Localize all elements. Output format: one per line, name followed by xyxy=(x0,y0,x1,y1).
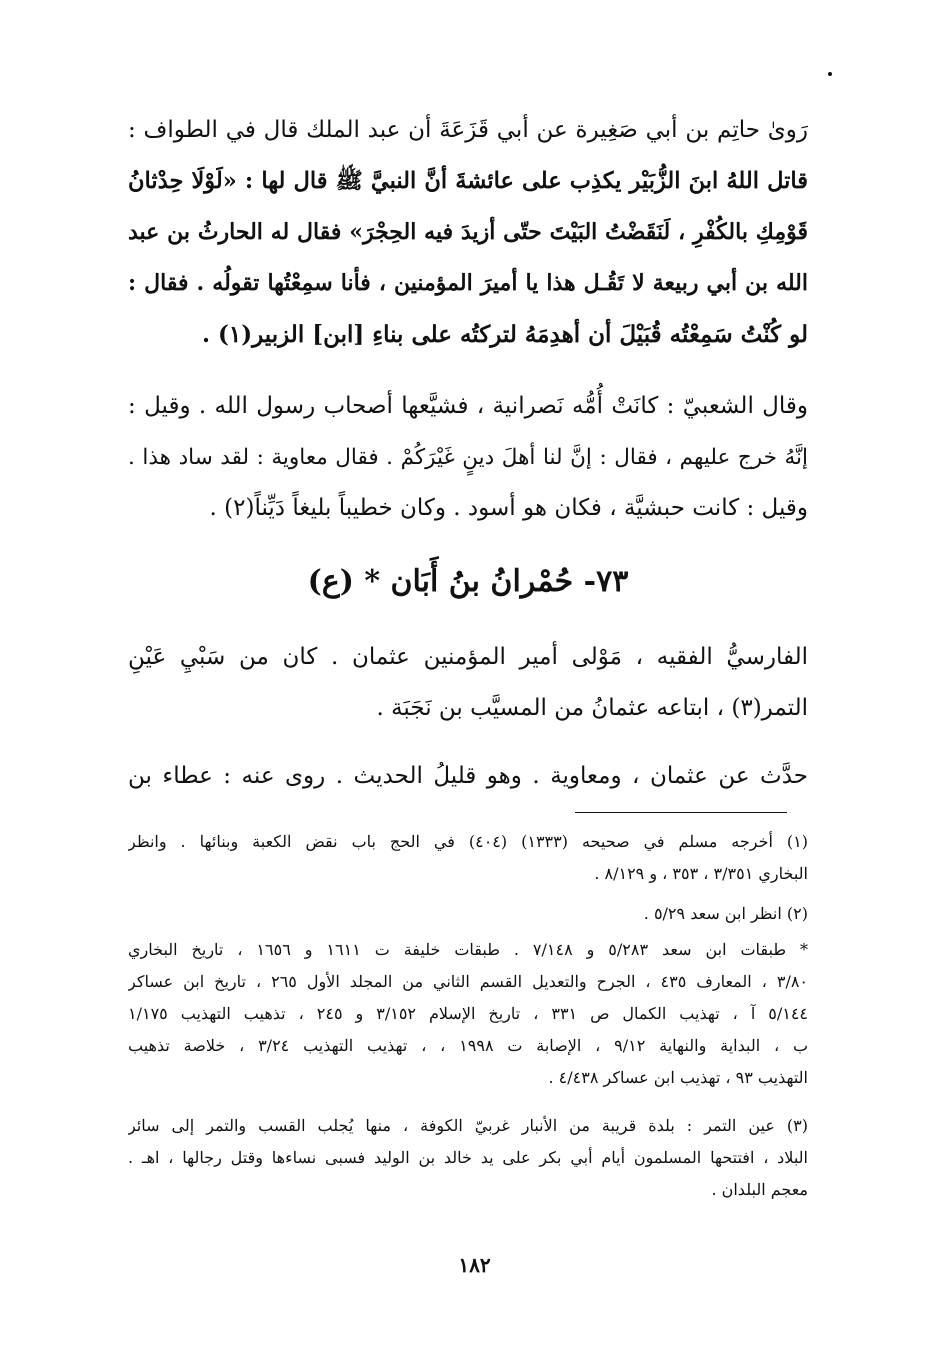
footnote-2 xyxy=(128,898,808,930)
footnote-line: (١) أخرجه مسلم في صحيحه (١٣٣٣) (٤٠٤) في الحج باب نقض الكعبة وبنائها . وانظر xyxy=(128,832,808,851)
footnote-1 xyxy=(128,826,808,890)
entry-heading: ٧٣- حُمْرانُ بنُ أَبَان * (ع) xyxy=(307,564,629,599)
text-line: الله بن أبي ربيعة لا تَقُـل هذا يا أميرَ المؤمنين ، فأنا سمِعْتُها تقولُه . فقال : xyxy=(128,270,808,296)
footnote-line: معجم البلدان . xyxy=(711,1180,808,1199)
footnote-line: (٢) انظر ابن سعد ٥/٢٩ . xyxy=(643,904,808,923)
text-line: الفارسيُّ الفقيه ، مَوْلى أمير المؤمنين عثمان . كان من سَبْيِ عَيْنِ xyxy=(128,644,808,670)
paragraph-narrators xyxy=(128,751,808,802)
paragraph-biography xyxy=(128,632,808,734)
footnote-line: ٥/١٤٤ آ ، تهذيب الكمال ص ٣٣١ ، تاريخ الإسلام ٣/١٥٢ و ٢٤٥ ، تذهيب التهذيب ١/١٧٥ xyxy=(128,1004,808,1023)
footnote-3 xyxy=(128,1110,808,1206)
footnote-line: التهذيب ٩٣ ، تهذيب ابن عساكر ٤/٤٣٨ . xyxy=(548,1068,808,1087)
text-line: حدَّث عن عثمان ، ومعاوية . وهو قليلُ الحديث . روى عنه : عطاء بن xyxy=(128,763,808,789)
footnote-separator xyxy=(575,812,787,813)
footnote-line: (٣) عين التمر : بلدة قريبة من الأنبار غربيّ الكوفة ، منها يُجلب القسب والتمر إلى سائر xyxy=(128,1116,808,1135)
text-line: وقال الشعبيّ : كانَتْ أُمُّه نَصرانية ، فشيَّعها أصحاب رسول الله . وقيل : xyxy=(128,393,808,419)
text-line: قَوْمِكِ بالكُفْرِ ، لَنَقَضْتُ البَيْتَ حتّى أزيدَ فيه الحِجْرَ» فقال له الحارثُ بن عبد xyxy=(128,219,808,245)
text-line: وقيل : كانت حبشيَّة ، فكان هو أسود . وكان خطيباً بليغاً دَيِّناً(٢) . xyxy=(209,495,808,521)
ink-speck xyxy=(828,72,832,76)
text-line: لو كُنْتُ سَمِعْتُه قُبَيْلَ أن أهدِمَهُ لتركتُه على بناءِ [ابن] الزبير(١) . xyxy=(201,321,808,348)
text-line: التمر(٣) ، ابتاعه عثمانُ من المسيَّب بن نَجَبَة . xyxy=(376,695,808,721)
footnote-line: البلاد ، افتتحها المسلمون أيام أبي بكر على يد خالد بن الوليد فسبى نساءها وقتل رجالها ، اهـ . xyxy=(128,1148,808,1167)
text-line: قاتل اللهُ ابنَ الزُّبَيْر يكذِب على عائشةَ أنَّ النبيَّ ﷺ قال لها : «لَوْلَا حِدْثانُ xyxy=(128,168,808,194)
paragraph-hatim-narration xyxy=(128,105,808,360)
page-number: ١٨٢ xyxy=(458,1253,491,1277)
footnote-line: ٣/٨٠ ، المعارف ٤٣٥ ، الجرح والتعديل القسم الثاني من المجلد الأول ٢٦٥ ، تاريخ ابن عساكر xyxy=(128,972,808,991)
footnote-line: * طبقات ابن سعد ٥/٢٨٣ و ٧/١٤٨ . طبقات خليفة ت ١٦١١ و ١٦٥٦ ، تاريخ البخاري xyxy=(128,940,808,959)
text-line: رَوىٰ حاتِم بن أبي صَغِيرة عن أبي قَزَعَةَ أن عبد الملك قال في الطواف : xyxy=(128,117,808,143)
footnote-line: ب ، البداية والنهاية ٩/١٢ ، الإصابة ت ١٩٩٨ ، ، تهذيب التهذيب ٣/٢٤ ، خلاصة تذهيب xyxy=(128,1036,808,1055)
footnote-sources xyxy=(128,934,808,1094)
text-line: إنَّهُ خرج عليهم ، فقال : إنَّ لنا أهلَ دينٍ غَيْرَكُمْ . فقال معاوية : لقد ساد هذا . xyxy=(128,445,808,470)
paragraph-shabi xyxy=(128,381,808,534)
footnote-line: البخاري ٣/٣٥١ ، ٣٥٣ ، و ٨/١٢٩ . xyxy=(594,864,808,883)
